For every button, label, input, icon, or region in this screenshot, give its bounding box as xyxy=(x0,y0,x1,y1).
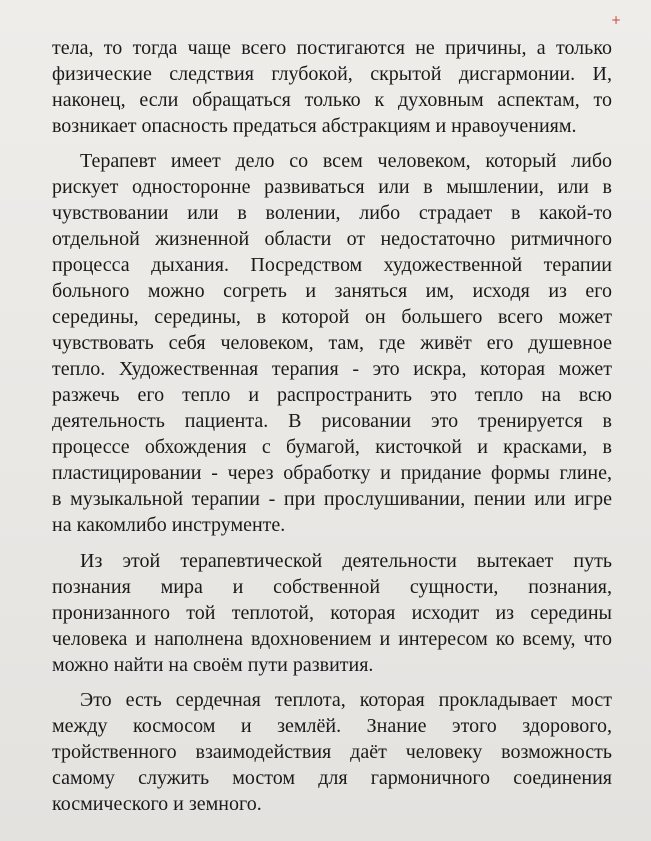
text-line: между космосом и землёй. Знание этого здорового, xyxy=(52,715,612,737)
text-line: чувствовать себя человеком, там, где живёт его душевное xyxy=(52,332,612,354)
text-line: тройственного взаимодействия даёт человеку возможность xyxy=(52,741,612,763)
text-line: деятельность пациента. В рисовании это тренируется в xyxy=(52,410,612,432)
text-line: самому служить мостом для гармоничного соединения xyxy=(52,767,612,789)
text-line: возникает опасность предаться абстракциям и нравоучениям. xyxy=(52,115,577,137)
text-line: наконец, если обращаться только к духовным аспектам, то xyxy=(52,89,612,111)
text-line: познания мира и собственной сущности, познания, xyxy=(52,576,612,598)
text-line: процесса дыхания. Посредством художественной терапии xyxy=(52,254,612,276)
text-line: в музыкальной терапии - при прослушивании, пении или игре xyxy=(52,488,612,510)
corner-mark: + xyxy=(610,13,621,27)
text-line: Терапевт имеет дело со всем человеком, который либо xyxy=(80,150,612,172)
text-line: можно найти на своём пути развития. xyxy=(52,654,374,676)
text-line: пронизанного той теплотой, которая исходит из середины xyxy=(52,602,612,624)
text-line: физические следствия глубокой, скрытой дисгармонии. И, xyxy=(52,63,612,85)
text-line: больного можно согреть и заняться им, исходя из его xyxy=(52,280,612,302)
text-line: человека и наполнена вдохновением и интересом ко всему, что xyxy=(52,628,612,650)
text-line: рискует односторонне развиваться или в мышлении, или в xyxy=(52,176,612,198)
text-line: тела, то тогда чаще всего постигаются не причины, а только xyxy=(52,37,612,59)
text-line: космического и земного. xyxy=(52,793,262,815)
text-line: пластицировании - через обработку и придание формы глине, xyxy=(52,462,612,484)
text-line: разжечь его тепло и распространить это тепло на всю xyxy=(52,384,612,406)
text-line: Это есть сердечная теплота, которая прокладывает мост xyxy=(80,689,612,711)
text-line: Из этой терапевтической деятельности вытекает путь xyxy=(80,550,612,572)
text-line: чувствовании или в волении, либо страдает в какой-то xyxy=(52,202,612,224)
text-line: на какомлибо инструменте. xyxy=(52,514,286,536)
text-line: процессе обхождения с бумагой, кисточкой и красками, в xyxy=(52,436,612,458)
text-line: тепло. Художественная терапия - это искра, которая может xyxy=(52,358,612,380)
text-line: середины, середины, в которой он большего всего может xyxy=(52,306,612,328)
text-line: отдельной жизненной области от недостаточно ритмичного xyxy=(52,228,612,250)
